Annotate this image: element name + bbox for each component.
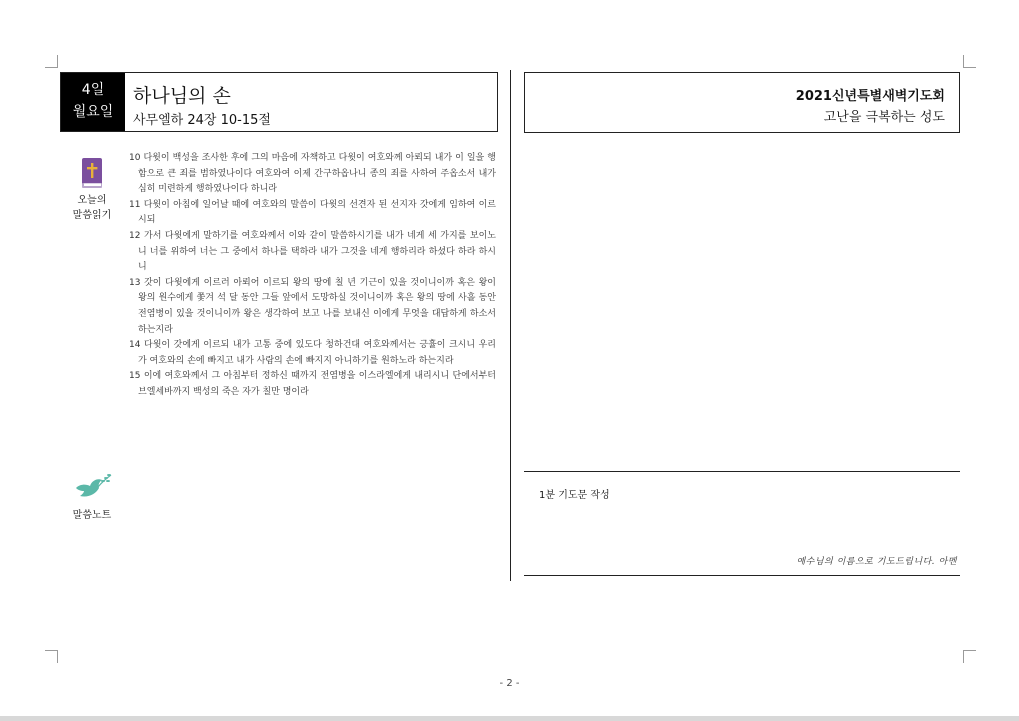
crop-mark-top-left xyxy=(45,55,58,68)
crop-mark-top-right xyxy=(963,55,976,68)
verse: 12 가서 다윗에게 말하기를 여호와께서 이와 같이 말씀하시기를 내가 네게 세 가지를 보이노니 너를 위하여 너는 그 중에서 하나를 택하라 내가 그것을 네게 행하리라 하셨다 하라 하시니 xyxy=(129,230,496,273)
verse: 13 갓이 다윗에게 이르러 아뢰어 이르되 왕의 땅에 칠 년 기근이 있을 것이니이까 혹은 왕이 왕의 원수에게 쫓겨 석 달 동안 그들 앞에서 도망하실 것이니이까 혹은 왕의 땅에 사흘 동안 전염병이 있을 것이니이까 왕은 생각하여 보고 나를 보내신 이에게 무엇을 대답하게 하소서 하는지라 xyxy=(129,277,496,335)
dove-icon xyxy=(74,472,112,502)
prayer-closing: 예수님의 이름으로 기도드립니다. 아멘 xyxy=(796,557,957,567)
verse: 14 다윗이 갓에게 이르되 내가 고통 중에 있도다 청하건대 여호와께서는 긍휼이 크시니 우리가 여호와의 손에 빠지고 내가 사람의 손에 빠지지 아니하기를 원하노라 하는지라 xyxy=(129,340,496,366)
event-header xyxy=(524,72,960,133)
bottom-bar xyxy=(0,716,1019,721)
day-label: 4일 xyxy=(81,82,105,98)
crop-mark-bottom-left xyxy=(45,650,58,663)
crop-mark-bottom-right xyxy=(963,650,976,663)
reading-label xyxy=(68,193,116,223)
verse: 10 다윗이 백성을 조사한 후에 그의 마음에 자책하고 다윗이 여호와께 아뢰되 내가 이 일을 행함으로 큰 죄를 범하였나이다 여호와여 이제 간구하옵나니 종의 죄를 사하여 주옵소서 내가 심히 미련하게 행하였나이다 하니라 xyxy=(129,153,496,195)
lesson-header xyxy=(60,72,498,132)
column-divider xyxy=(510,70,511,581)
lesson-title: 하나님의 손 xyxy=(133,85,231,107)
prayer-section-bottom-rule xyxy=(524,575,960,576)
scripture-text xyxy=(129,151,496,401)
verse: 15 이에 여호와께서 그 아침부터 정하신 때까지 전염병을 이스라엘에게 내리시니 단에서부터 브엘세바까지 백성의 죽은 자가 칠만 명이라 xyxy=(129,371,496,397)
notes-label: 말씀노트 xyxy=(72,510,112,521)
prayer-label: 1분 기도문 작성 xyxy=(539,490,610,501)
reading-label-line1: 오늘의 xyxy=(77,195,107,206)
prayer-section-top-rule xyxy=(524,471,960,472)
verse: 11 다윗이 아침에 일어날 때에 여호와의 말씀이 다윗의 선견자 된 선지자 갓에게 임하여 이르시되 xyxy=(129,199,496,226)
date-box xyxy=(61,73,125,131)
weekday-label: 월요일 xyxy=(72,104,114,120)
scripture-reference: 사무엘하 24장 10-15절 xyxy=(133,113,271,128)
reading-label-line2: 말씀읽기 xyxy=(72,210,112,221)
page-number: - 2 - xyxy=(499,678,520,689)
event-theme: 고난을 극복하는 성도 xyxy=(823,110,945,125)
event-name: 2021신년특별새벽기도회 xyxy=(795,89,945,104)
bible-icon xyxy=(81,158,103,188)
